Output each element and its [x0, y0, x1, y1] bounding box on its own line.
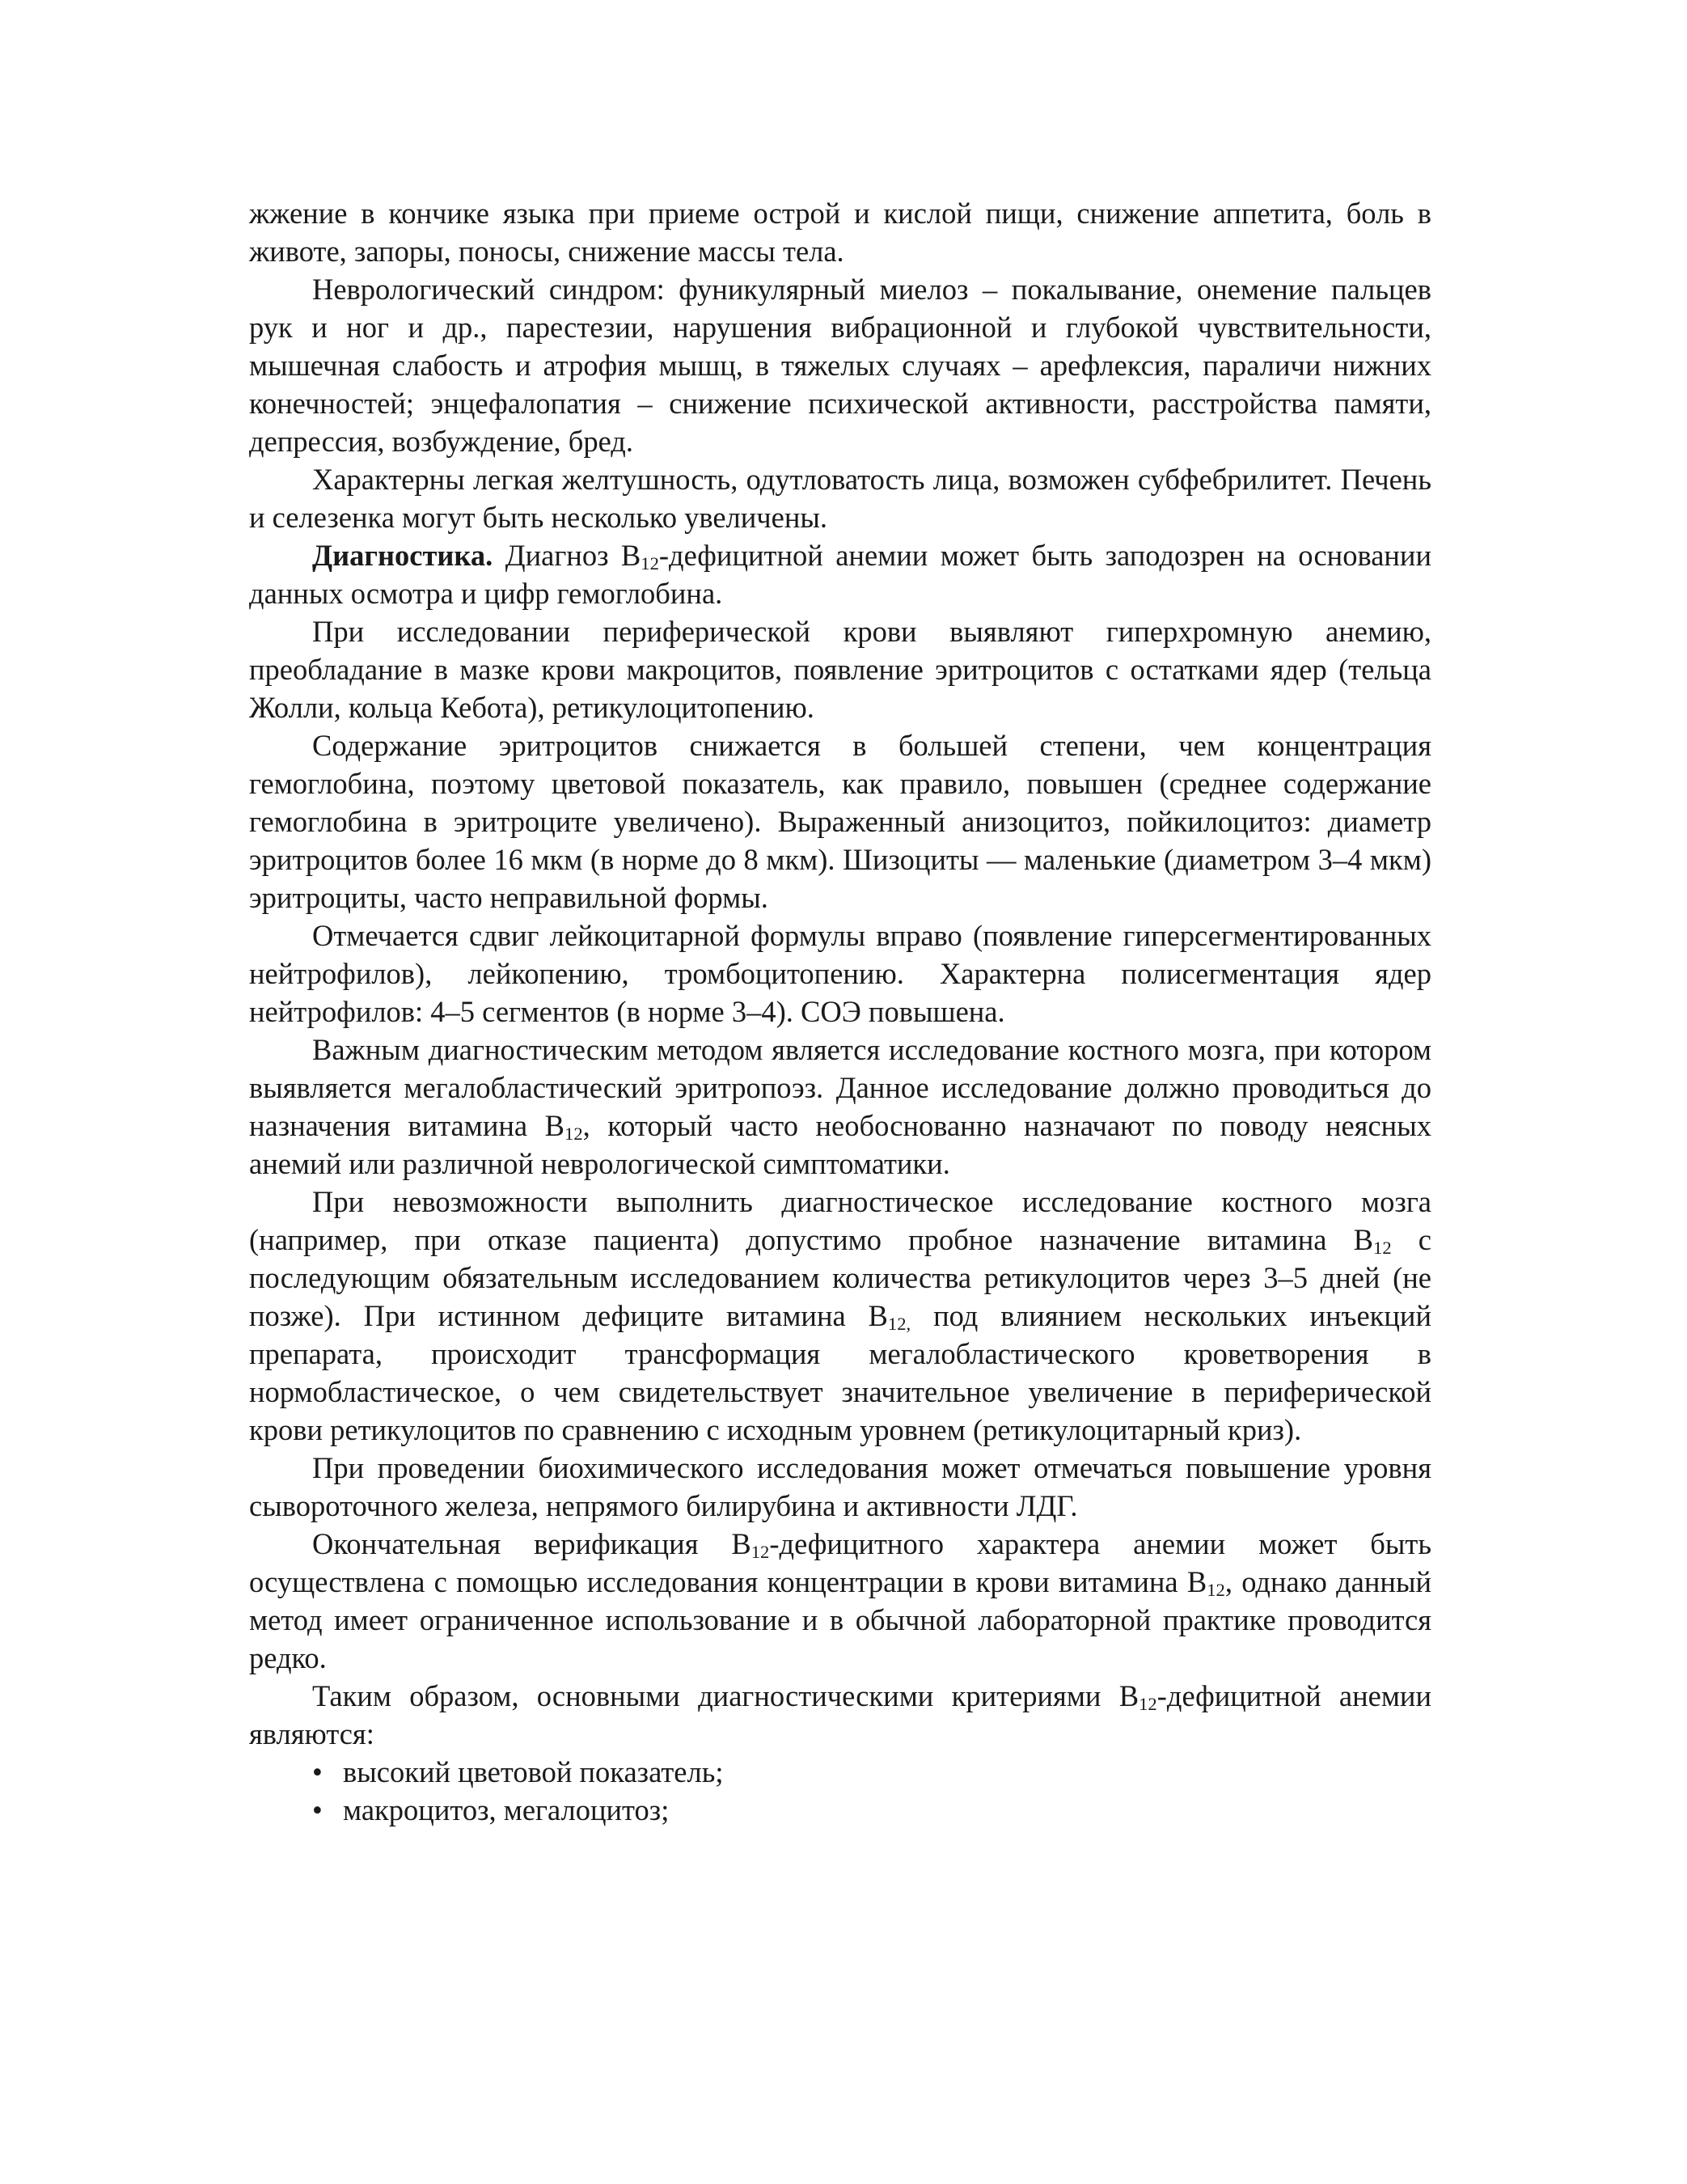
paragraph — [249, 916, 1431, 1031]
paragraph-text: При невозможности выполнить диагностическое исследование костного мозга (например, при отказе пациента) допустимо пробное назначение витамина B — [249, 1185, 1431, 1256]
paragraph — [249, 1677, 1431, 1753]
subscript-text: 12 — [641, 552, 659, 574]
paragraph-text: Характерны легкая желтушность, одутловатость лица, возможен субфебрилитет. Печень и селезенка могут быть несколько увеличены. — [249, 463, 1431, 534]
paragraph — [249, 460, 1431, 536]
criteria-list — [249, 1753, 1431, 1829]
subscript-text: 12, — [887, 1313, 911, 1334]
paragraph-text: Содержание эритроцитов снижается в большей степени, чем концентрация гемоглобина, поэтому цветовой показатель, как правило, повышен (среднее содержание гемоглобина в эритроците увеличено). Выраженный анизоцитоз, пойкилоцитоз: диаметр эритроцитов более 16 мкм (в норме до 8 мкм). Шизоциты — маленькие (диаметром 3–4 мкм) эритроциты, часто неправильной формы. — [249, 729, 1431, 914]
paragraph — [249, 536, 1431, 612]
paragraph — [249, 612, 1431, 726]
body-text — [249, 194, 1431, 1753]
list-item-text: высокий цветовой показатель; — [343, 1755, 724, 1788]
paragraph-text: , однако данный метод имеет ограниченное использование и в обычной лабораторной практике проводится редко. — [249, 1565, 1432, 1674]
document-page — [249, 194, 1431, 1829]
paragraph — [249, 1449, 1431, 1525]
paragraph-text: жжение в кончике языка при приеме острой и кислой пищи, снижение аппетита, боль в животе, запоры, поносы, снижение массы тела. — [249, 197, 1431, 268]
paragraph-text: Окончательная верификация B — [312, 1527, 751, 1560]
section-heading: Диагностика. — [312, 539, 493, 572]
paragraph-text: Неврологический синдром: фуникулярный миелоз – покалывание, онемение пальцев рук и ног и др., парестезии, нарушения вибрационной и глубокой чувствительности, мышечная слабость и атрофия мышц, в тяжелых случаях – арефлексия, параличи нижних конечностей; энцефалопатия – снижение психической активности, расстройства памяти, депрессия, возбуждение, бред. — [249, 273, 1431, 458]
paragraph-text: Таким образом, основными диагностическими критериями B — [312, 1679, 1139, 1712]
paragraph-text: Отмечается сдвиг лейкоцитарной формулы вправо (появление гиперсегментированных нейтрофилов), лейкопению, тромбоцитопению. Характерна полисегментация ядер нейтрофилов: 4–5 сегментов (в норме 3–4). СОЭ повышена. — [249, 919, 1431, 1028]
paragraph — [249, 194, 1431, 270]
paragraph-text: -дефицитной анемии может быть заподозрен на основании данных осмотра и цифр гемоглобина. — [249, 539, 1431, 610]
paragraph-text: с последующим обязательным исследованием количества ретикулоцитов через 3–5 дней (не позже). При истинном дефиците витамина B — [249, 1223, 1432, 1332]
list-item — [249, 1753, 1431, 1791]
bullet-icon: • — [312, 1793, 323, 1826]
paragraph-text: , который часто необоснованно назначают по поводу неясных анемий или различной неврологической симптоматики. — [249, 1109, 1431, 1180]
bullet-icon: • — [312, 1755, 323, 1788]
paragraph-text: -дефицитного характера анемии может быть осуществлена с помощью исследования концентрации в крови витамина B — [249, 1527, 1432, 1598]
subscript-text: 12 — [1373, 1237, 1392, 1258]
paragraph-text: -дефицитной анемии являются: — [249, 1679, 1431, 1750]
subscript-text: 12 — [750, 1541, 770, 1562]
subscript-text: 12 — [1207, 1579, 1225, 1600]
list-item-text: макроцитоз, мегалоцитоз; — [343, 1793, 670, 1826]
paragraph-text: Важным диагностическим методом является исследование костного мозга, при котором выявляется мегалобластический эритропоэз. Данное исследование должно проводиться до назначения витамина B — [249, 1033, 1431, 1142]
subscript-text: 12 — [1139, 1693, 1157, 1714]
paragraph — [249, 1031, 1431, 1183]
paragraph — [249, 1525, 1431, 1677]
paragraph — [249, 726, 1431, 916]
list-item — [249, 1791, 1431, 1829]
paragraph-text: Диагноз B — [493, 539, 641, 572]
subscript-text: 12 — [564, 1123, 583, 1144]
paragraph-text: под влиянием нескольких инъекций препарата, происходит трансформация мегалобластического кроветворения в нормобластическое, о чем свидетельствует значительное увеличение в периферической крови ретикулоцитов по сравнению с исходным уровнем (ретикулоцитарный криз). — [249, 1299, 1431, 1446]
paragraph-text: При исследовании периферической крови выявляют гиперхромную анемию, преобладание в мазке крови макроцитов, появление эритроцитов с остатками ядер (тельца Жолли, кольца Кебота), ретикулоцитопению. — [249, 615, 1431, 724]
paragraph — [249, 1183, 1431, 1449]
paragraph — [249, 270, 1431, 460]
paragraph-text: При проведении биохимического исследования может отмечаться повышение уровня сывороточного железа, непрямого билирубина и активности ЛДГ. — [249, 1451, 1431, 1522]
